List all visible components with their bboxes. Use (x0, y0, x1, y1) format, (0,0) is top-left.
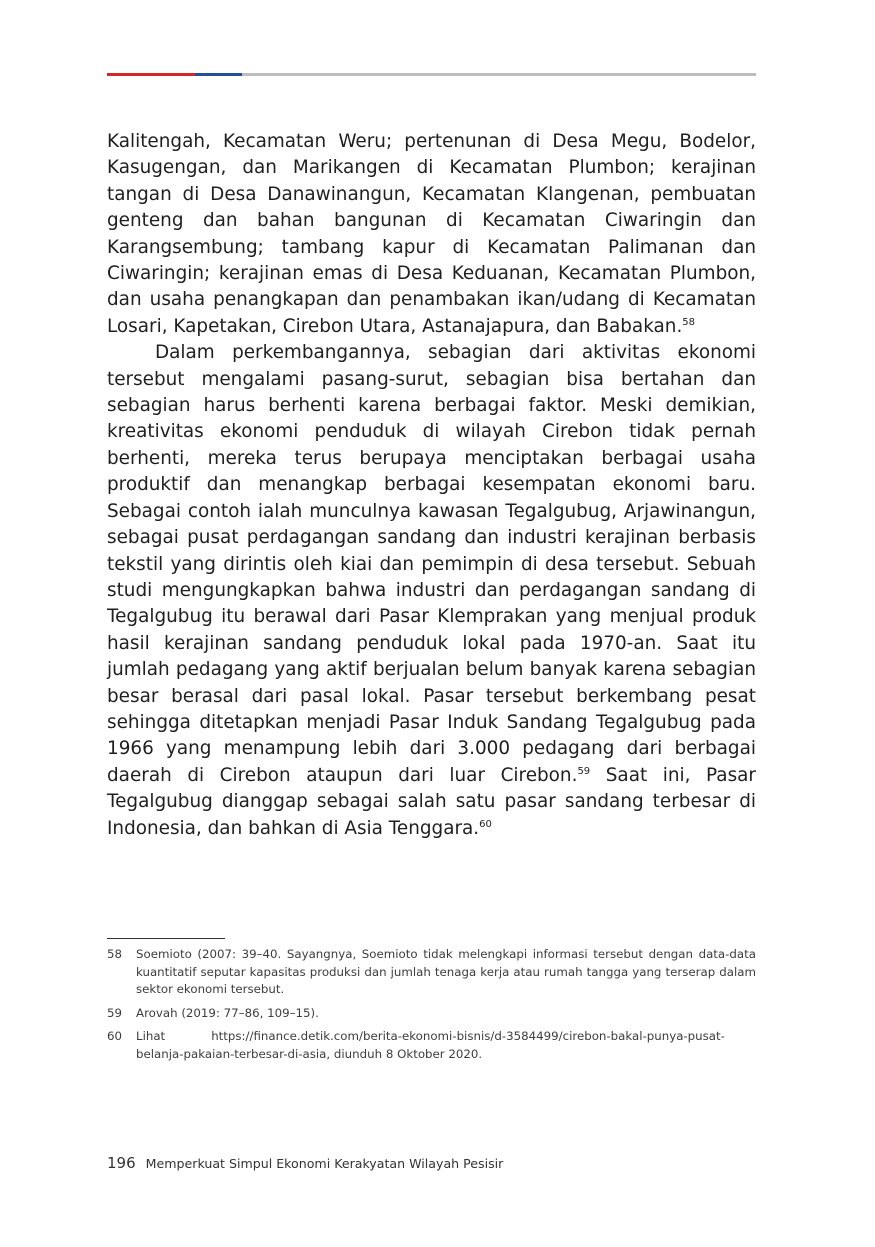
page-number: 196 (107, 1154, 136, 1172)
footnote-59 (107, 1005, 756, 1023)
header-rule-blue (195, 73, 242, 76)
footnote-text: Arovah (2019: 77–86, 109–15). (136, 1005, 319, 1020)
main-text (107, 129, 756, 842)
page-footer (107, 1154, 503, 1172)
footnote-60 (107, 1028, 756, 1063)
footnote-number: 58 (107, 947, 123, 961)
footnote-number: 60 (107, 1029, 123, 1043)
footnote-ref-58[interactable]: 58 (682, 316, 696, 328)
paragraph-1 (107, 129, 756, 340)
paragraph-2 (107, 340, 756, 842)
footnote-58 (107, 946, 756, 999)
footnote-separator (107, 938, 225, 939)
footnote-prefix: Lihat (136, 1029, 166, 1043)
paragraph-1-text: Kalitengah, Kecamatan Weru; pertenunan di Desa Megu, Bodelor, Kasugengan, dan Marikangen di Kecamatan Plumbon; kerajinan tangan di Desa Danawinangun, Kecamatan Klangenan, pembuatan genteng dan bahan bangunan di Kecamatan Ciwaringin dan Karangsembung; tambang kapur di Kecamatan Palimanan dan Ciwaringin; kerajinan emas di Desa Keduanan, Kecamatan Plumbon, dan usaha penangkapan dan penambakan ikan/udang di Kecamatan Losari, Kapetakan, Cirebon Utara, Astanajapura, dan Babakan. (107, 131, 756, 337)
footnote-text: Soemioto (2007: 39–40. Sayangnya, Soemioto tidak melengkapi informasi tersebut dengan data-data kuantitatif seputar kapasitas produksi dan jumlah tenaga kerja atau rumah tangga yang terserap dalam sektor ekonomi tersebut. (136, 947, 756, 996)
book-title: Memperkuat Simpul Ekonomi Kerakyatan Wilayah Pesisir (145, 1156, 504, 1171)
header-rule-grey (242, 73, 756, 76)
footnote-ref-59[interactable]: 59 (577, 765, 591, 777)
footnote-ref-60[interactable]: 60 (479, 818, 492, 830)
footnote-link[interactable]: https://finance.detik.com/berita-ekonomi-bisnis/d-3584499/cirebon-bakal-punya-pusat-belanja-pakaian-terbesar-di-asia, diunduh 8 Oktober 2020. (136, 1029, 725, 1061)
paragraph-2-text-a: Dalam perkembangannya, sebagian dari aktivitas ekonomi tersebut mengalami pasang-surut, sebagian bisa bertahan dan sebagian harus berhenti karena berbagai faktor. Meski demikian, kreativitas ekonomi penduduk di wilayah Cirebon tidak pernah berhenti, mereka terus berupaya menciptakan berbagai usaha produktif dan menangkap berbagai kesempatan ekonomi baru. Sebagai contoh ialah munculnya kawasan Tegalgubug, Arjawinangun, sebagai pusat perdagangan sandang dan industri kerajinan berbasis tekstil yang dirintis oleh kiai dan pemimpin di desa tersebut. Sebuah studi mengungkapkan bahwa industri dan perdagangan sandang di Tegalgubug itu berawal dari Pasar Klemprakan yang menjual produk hasil kerajinan sandang penduduk lokal pada 1970-an. Saat itu jumlah pedagang yang aktif berjualan belum banyak karena sebagian besar berasal dari pasal lokal. Pasar tersebut berkembang pesat sehingga ditetapkan menjadi Pasar Induk Sandang Tegalgubug pada 1966 yang menampung lebih dari 3.000 pedagang dari berbagai daerah di Cirebon ataupun dari luar Cirebon. (107, 342, 756, 786)
footnotes (107, 946, 756, 1069)
header-rule-red (107, 73, 195, 76)
footnote-text (136, 1028, 756, 1063)
footnote-number: 59 (107, 1005, 123, 1020)
paragraph-2-text-b: Saat ini, Pasar Tegalgubug dianggap sebagai salah satu pasar sandang terbesar di Indonesia, dan bahkan di Asia Tenggara. (107, 764, 756, 839)
